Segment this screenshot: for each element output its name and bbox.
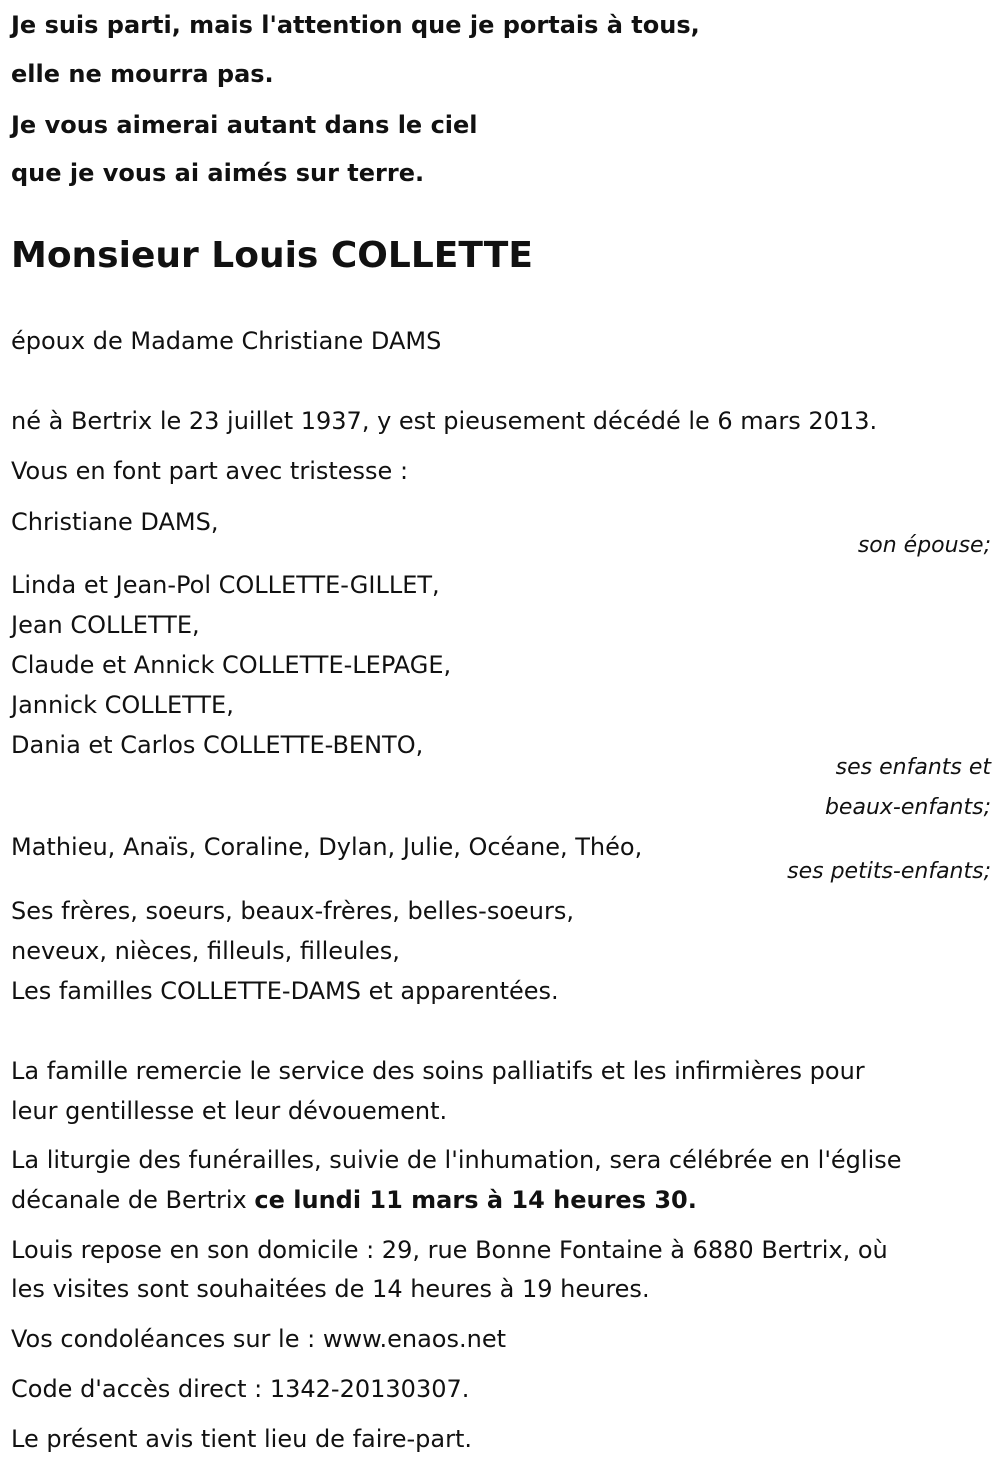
funeral-place: décanale de Bertrix [11, 1186, 255, 1214]
funeral-line-1: La liturgie des funérailles, suivie de l'inhumation, sera célébrée en l'église [11, 1146, 902, 1174]
relatives-line-1: Ses frères, soeurs, beaux-frères, belles-soeurs, [11, 897, 574, 925]
visit-line-1: Louis repose en son domicile : 29, rue Bonne Fontaine à 6880 Bertrix, où [11, 1236, 888, 1264]
child-3: Claude et Annick COLLETTE-LEPAGE, [11, 651, 452, 679]
child-5: Dania et Carlos COLLETTE-BENTO, [11, 731, 424, 759]
spouse-name: Christiane DAMS, [11, 508, 219, 536]
poem-line-4: que je vous ai aimés sur terre. [11, 159, 425, 187]
announce-line: Vous en font part avec tristesse : [11, 457, 409, 485]
children-role-line-1: ses enfants et [835, 755, 991, 780]
grandchildren-names: Mathieu, Anaïs, Coraline, Dylan, Julie, Océane, Théo, [11, 833, 643, 861]
poem-line-3: Je vous aimerai autant dans le ciel [11, 111, 478, 139]
child-4: Jannick COLLETTE, [11, 691, 234, 719]
spouse-line: époux de Madame Christiane DAMS [11, 327, 442, 355]
relatives-line-2: neveux, nièces, filleuls, filleules, [11, 937, 400, 965]
closing-line: Le présent avis tient lieu de faire-part. [11, 1425, 473, 1453]
birth-death-line: né à Bertrix le 23 juillet 1937, y est pieusement décédé le 6 mars 2013. [11, 407, 878, 435]
grandchildren-role: ses petits-enfants; [787, 859, 991, 884]
deceased-name: Monsieur Louis COLLETTE [11, 235, 533, 276]
children-role-line-2: beaux-enfants; [824, 795, 991, 820]
child-1: Linda et Jean-Pol COLLETTE-GILLET, [11, 571, 440, 599]
relatives-line-3: Les familles COLLETTE-DAMS et apparentées. [11, 977, 559, 1005]
thanks-line-1: La famille remercie le service des soins palliatifs et les infirmières pour [11, 1057, 865, 1085]
spouse-role: son épouse; [857, 533, 991, 558]
poem-line-2: elle ne mourra pas. [11, 60, 274, 88]
thanks-line-2: leur gentillesse et leur dévouement. [11, 1097, 448, 1125]
access-code-line: Code d'accès direct : 1342-20130307. [11, 1375, 470, 1403]
funeral-line-2 [11, 1184, 697, 1216]
child-2: Jean COLLETTE, [11, 611, 200, 639]
poem-line-1: Je suis parti, mais l'attention que je portais à tous, [11, 11, 700, 39]
funeral-date-time: ce lundi 11 mars à 14 heures 30. [254, 1186, 697, 1214]
condolences-line: Vos condoléances sur le : www.enaos.net [11, 1325, 507, 1353]
visit-line-2: les visites sont souhaitées de 14 heures à 19 heures. [11, 1275, 650, 1303]
